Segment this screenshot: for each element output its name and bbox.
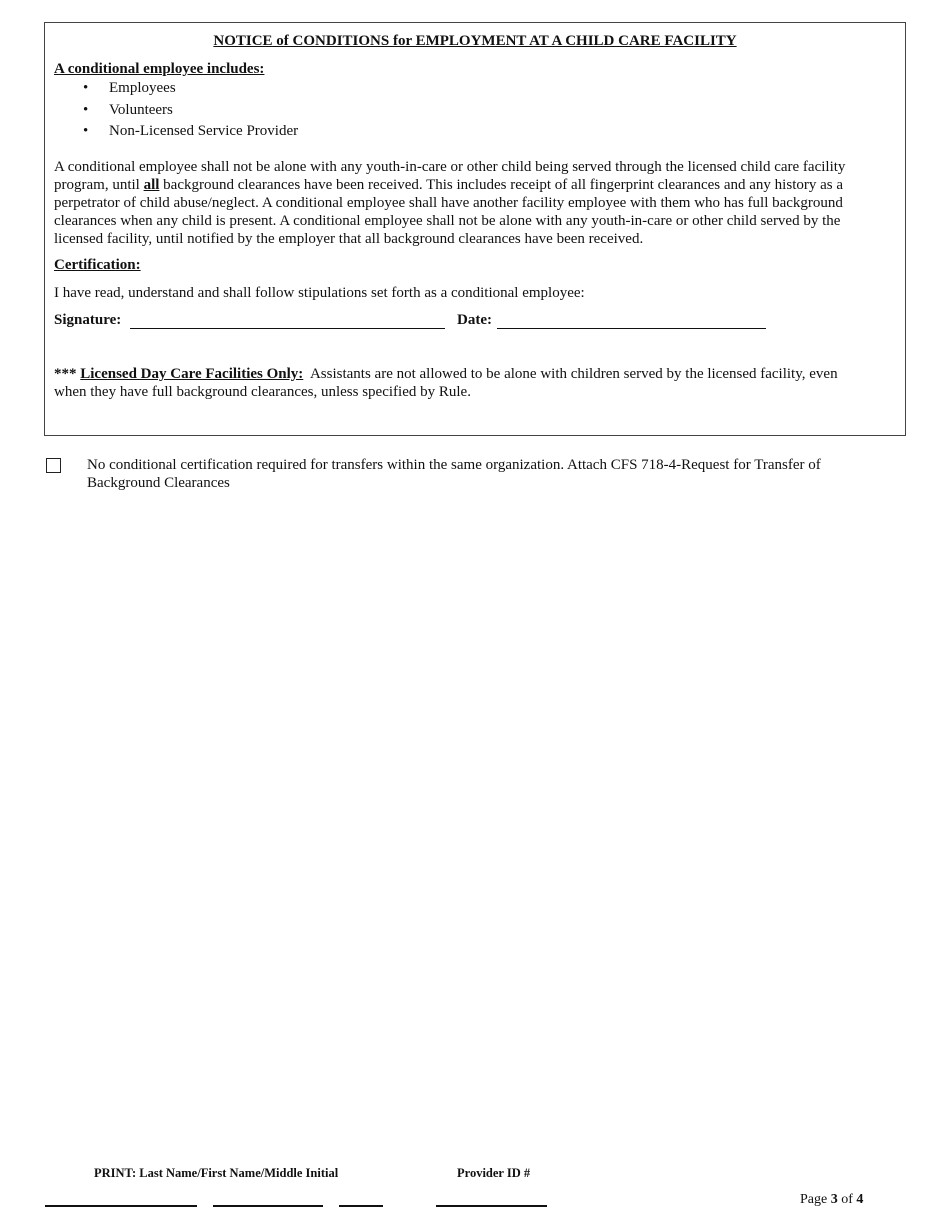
middle-initial-field[interactable]	[339, 1205, 383, 1207]
date-field[interactable]	[497, 328, 766, 329]
paragraph-line: licensed facility, until notified by the employer that all background clearances have been received.	[54, 231, 644, 247]
first-name-field[interactable]	[213, 1205, 323, 1207]
note-line	[54, 366, 838, 383]
signature-field[interactable]	[130, 328, 445, 329]
text: 4	[856, 1192, 864, 1207]
text: of	[837, 1192, 857, 1207]
provider-id-label: Provider ID #	[457, 1166, 531, 1180]
page-title: NOTICE of CONDITIONS for EMPLOYMENT AT A CHILD CARE FACILITY	[213, 33, 737, 49]
bullet-icon: •	[83, 102, 89, 118]
note-heading: Licensed Day Care Facilities Only:	[80, 366, 304, 382]
list-item: Employees	[109, 80, 176, 96]
note-line: when they have full background clearances, unless specified by Rule.	[54, 384, 471, 400]
transfer-text: Background Clearances	[87, 475, 230, 491]
bullet-icon: •	[83, 80, 89, 96]
paragraph-line: A conditional employee shall not be alone with any youth-in-care or other child being served through the licensed child care facility	[54, 159, 846, 175]
paragraph-line	[54, 177, 843, 194]
text: Assistants are not allowed to be alone with children served by the licensed facility, even	[303, 366, 838, 382]
includes-heading: A conditional employee includes:	[54, 61, 265, 77]
signature-label: Signature:	[54, 312, 122, 328]
text: Page	[800, 1192, 831, 1207]
text: 3	[830, 1192, 838, 1207]
emphasis-all: all	[143, 177, 160, 193]
certification-text: I have read, understand and shall follow stipulations set forth as a conditional employee:	[54, 285, 585, 301]
text: program, until	[54, 177, 144, 193]
stars: ***	[54, 366, 77, 382]
page-number	[800, 1192, 863, 1208]
date-label: Date:	[457, 312, 492, 328]
bullet-icon: •	[83, 123, 89, 139]
text: background clearances have been received. This includes receipt of all fingerprint clearances and any history as a	[159, 177, 844, 193]
certification-heading: Certification:	[54, 257, 141, 273]
transfer-text: No conditional certification required for transfers within the same organization. Attach CFS 718-4-Request for Transfer of	[87, 457, 821, 473]
provider-id-field[interactable]	[436, 1205, 547, 1207]
list-item: Non-Licensed Service Provider	[109, 123, 299, 139]
transfer-checkbox[interactable]	[46, 458, 61, 473]
paragraph-line: clearances when any child is present. A conditional employee shall not be alone with any youth-in-care or other child served by the	[54, 213, 841, 229]
print-name-label: PRINT: Last Name/First Name/Middle Initial	[94, 1166, 339, 1180]
list-item: Volunteers	[109, 102, 173, 118]
last-name-field[interactable]	[45, 1205, 197, 1207]
paragraph-line: perpetrator of child abuse/neglect. A conditional employee shall have another facility employee with them who has full background	[54, 195, 843, 211]
